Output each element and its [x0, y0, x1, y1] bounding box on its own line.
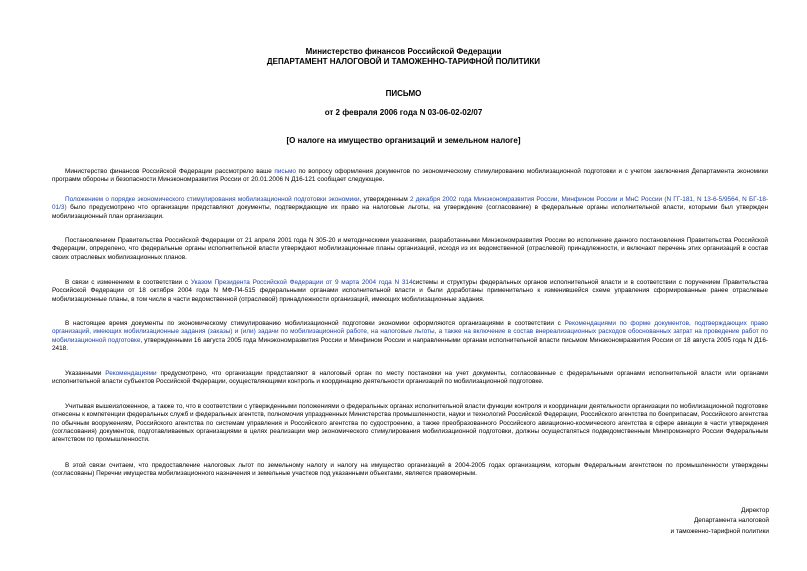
paragraph-6: Указанными Рекомендациями предусмотрено, что организации представляют в налоговый орган по месту постановки на учет документы, согласованные с федеральными органами исполнительной власти или органами исполнительной власти субъектов Российской Федерации, осуществляющими контроль и координацию деятельности организаций по мобилизационной подготовке. — [52, 370, 768, 386]
paragraph-3: Постановлением Правительства Российской Федерации от 21 апреля 2001 года N 305-20 и методическими указаниями, разработанными Минэкономразвития России во исполнение данного постановления Правительства Российской Федерации, определено, что федеральные органы исполнительной власти утверждают мобилизационные планы организаций, исходя из их ведомственной (отраслевой) принадлежности, и включают перечень этих организаций в состав своих отраслевых мобилизационных планов. — [52, 237, 768, 261]
paragraph-8: В этой связи считаем, что предоставление налоговых льгот по земельному налогу и налогу на имущество организаций в 2004-2005 годах организациям, которым Федеральным агентством по промышленности утверждены (согласованы) Перечни имущества мобилизационного назначения и земельные участков под указанными объектами, является правомерным. — [52, 462, 768, 478]
ministry-name: Министерство финансов Российской Федерации — [305, 47, 502, 56]
document-subject: [О налоге на имущество организаций и земельном налоге] — [286, 136, 521, 145]
paragraph-2: Положением о порядке экономического стимулирования мобилизационной подготовки экономики, утвержденным 2 декабря 2002 года Минэкономразвития России, Минфином России и МнС России (N ГГ-181, N 13-6-5/9564, N БГ-18-01/3) было предусмотрено что организации представляют документы, подтверждающие их право на налоговые льготы, на утверждение (согласование) в федеральные органы исполнительной власти, которыми был утвержден мобилизационный план организации. — [52, 196, 769, 220]
document-type: ПИСЬМО — [385, 89, 422, 98]
link-approval[interactable]: 2 декабря 2002 года Минэкономразвития России, Минфином России и МнС России (N ГГ-181, N 13-6-5/9564, N БГ-18-01/3) — [52, 196, 769, 212]
paragraph-7: Учитывая вышеизложенное, а также то, что в соответствии с утвержденными положениями о федеральных органах исполнительной власти функции контроля и координации деятельности организации по мобилизационной подготовке отнесены к компетенции федеральных служб и федеральных агентств, полномочия упраздненных Министерства промышленности, науки и технологий Российской Федерации, Российского агентства по боеприпасам, Российского агентства по обычным вооружениям, Российского агентства по системам управления и Российского агентства по судостроению, а также преобразованного Российского авиационно-космического агентства в сфере авиации в части утверждения (согласования) документов, подготавливаемых организациями в целях реализации мер экономического стимулирования мобилизационной подготовки, должны осуществляться подведомственным Минпромэнерго России Федеральным агентством по промышленности. — [52, 403, 768, 444]
department-name: ДЕПАРТАМЕНТ НАЛОГОВОЙ И ТАМОЖЕННО-ТАРИФНОЙ ПОЛИТИКИ — [266, 57, 541, 66]
paragraph-4: В связи с изменением в соответствии с Указом Президента Российской Федерации от 9 марта 2004 года N 314системы и структуры федеральных органов исполнительной власти и в соответствии с поручением Правительства Российской Федерации от 18 октября 2004 года N МФ-П4-515 федеральными органами исполнительной власти и были доработаны применительно к изменившейся схеме управления сформированные ранее отраслевые мобилизационные планы, в том числе в части ведомственной (отраслевой) принадлежности организаций, имеющих мобилизационные задания. — [52, 279, 769, 303]
link-recommendations-2[interactable]: Рекомендациями — [105, 370, 157, 377]
document-date: от 2 февраля 2006 года N 03-06-02-02/07 — [324, 108, 483, 117]
link-regulation[interactable]: Положением о порядке экономического стимулирования мобилизационной подготовки экономики — [65, 196, 360, 203]
link-decree[interactable]: Указом Президента Российской Федерации от 9 марта 2004 года N 314 — [190, 279, 413, 286]
paragraph-5: В настоящее время документы по экономическому стимулированию мобилизационной подготовки экономики оформляются организациями в соответствии с Рекомендациями по форме документов, подтверждающих право организаций, имеющих мобилизационные задания (заказы) и (или) задачи по мобилизационной работе, на налоговые льготы, а также на включение в состав внереализационных расходов обоснованных затрат на проведение работ по мобилизационной подготовке, утвержденными 16 августа 2005 года Минэкономразвития России и Минфином России и направленными органам исполнительной власти письмом Минэкономразвития России от 18 августа 2005 года N Д16-2418. — [52, 320, 768, 352]
link-recommendations[interactable]: Рекомендациями по форме документов, подтверждающих право организаций, имеющих мобилизационные задания (заказы) и (или) задачи по мобилизационной работе, на налоговые льготы, а также на включение в состав внереализационных расходов обоснованных затрат на проведение работ по мобилизационной подготовке — [52, 320, 768, 344]
link-letter[interactable]: письмо — [274, 168, 296, 175]
signature-department-2: и таможенно-тарифной политики — [670, 528, 769, 535]
signature-title: Директор — [741, 507, 769, 514]
signature-department: Департамента налоговой — [693, 517, 769, 524]
paragraph-1: Министерство финансов Российской Федерации рассмотрело ваше письмо по вопросу оформления документов по экономическому стимулированию мобилизационной подготовки и с учетом заключения Департамента экономики программ обороны и безопасности Минэкономразвития России от 20.01.2006 N Д16-121 сообщает следующее. — [52, 168, 768, 184]
